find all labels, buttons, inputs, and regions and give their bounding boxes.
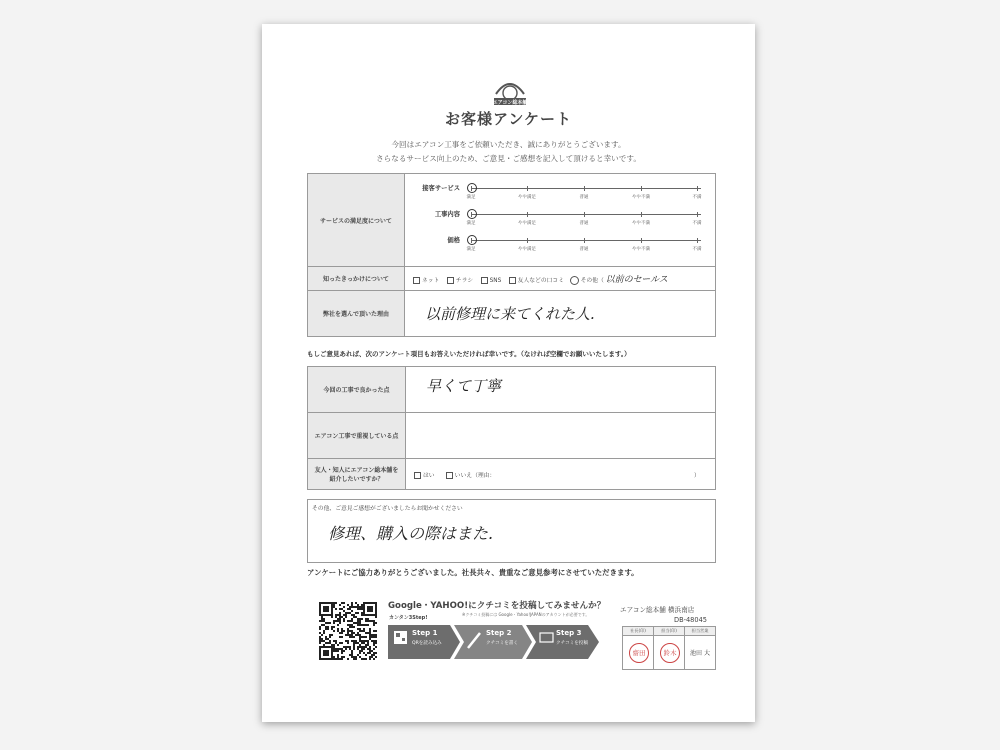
- source-option-net[interactable]: ネット: [413, 278, 439, 284]
- optional-note: もしご意見あれば、次のアンケート項目もお答えいただければ幸いです。（なければ空欄でお願いいたします。）: [307, 350, 631, 358]
- satisfaction-selected-mark: [467, 183, 477, 193]
- satisfaction-scale-line: [466, 240, 702, 252]
- store-name: エアコン総本舗 横浜南店: [620, 606, 695, 614]
- other-comments-answer: 修理、購入の際はまた.: [328, 524, 494, 543]
- seal-staff: 鈴木: [660, 643, 680, 663]
- source-other-handwritten: 以前のセールス: [605, 275, 668, 285]
- page-title: お客様アンケート: [444, 110, 573, 128]
- qr-code-icon[interactable]: [319, 602, 377, 660]
- satisfaction-scale-tick[interactable]: [527, 212, 528, 217]
- satisfaction-scale-tick[interactable]: [641, 186, 642, 191]
- stamp-header-sales: 担当営業: [685, 627, 716, 636]
- stamp-table: [622, 626, 716, 670]
- satisfaction-level-label: やや不満: [632, 221, 650, 226]
- satisfaction-level-label: 普通: [579, 247, 589, 252]
- source-option-other[interactable]: その他（: [570, 278, 604, 284]
- referral-yes[interactable]: はい: [414, 473, 435, 479]
- step-2-text: クチコミを書く: [486, 641, 518, 646]
- satisfaction-level-label: 普通: [579, 195, 589, 200]
- source-option-flyer[interactable]: チラシ: [447, 278, 473, 284]
- easy-steps-label: カンタン3Step!: [389, 615, 428, 621]
- step-3-title: Step 3: [556, 629, 582, 637]
- seal-president: 齋田: [629, 643, 649, 663]
- satisfaction-level-label: やや満足: [518, 221, 536, 226]
- satisfaction-scale-tick[interactable]: [697, 238, 698, 243]
- source-options: [405, 267, 716, 291]
- satisfaction-scale-name: 接客サービス: [422, 185, 460, 192]
- referral-no[interactable]: いいえ（理由：: [446, 473, 496, 479]
- satisfaction-level-label: 不満: [692, 247, 702, 252]
- satisfaction-level-label: 不満: [692, 195, 702, 200]
- satisfaction-label: サービスの満足度について: [308, 174, 405, 267]
- satisfaction-scale-tick[interactable]: [584, 186, 585, 191]
- brand-name: エアコン総本舗: [492, 100, 528, 106]
- satisfaction-level-label: 満足: [466, 195, 476, 200]
- satisfaction-scale-tick[interactable]: [697, 212, 698, 217]
- good-point-answer[interactable]: 早くて丁寧: [406, 367, 716, 413]
- stamp-header-president: 社長(印): [623, 627, 654, 636]
- intro-line-2: さらなるサービス向上のため、ご意見・ご感想を記入して頂けると幸いです。: [376, 154, 641, 163]
- referral-label: 友人・知人にエアコン総本舗を 紹介したいですか？: [308, 459, 406, 490]
- satisfaction-level-label: 満足: [466, 247, 476, 252]
- stamp-cell-staff: [654, 636, 685, 670]
- satisfaction-scale-line: [466, 188, 702, 200]
- satisfaction-cell: [405, 174, 716, 267]
- source-option-word-of-mouth[interactable]: 友人などの口コミ: [509, 278, 564, 284]
- google-yahoo-sub: ※クチコミ投稿には Google・Yahoo!JAPANのアカウントが必要です。: [462, 612, 590, 617]
- satisfaction-scale-name: 価格: [447, 237, 460, 244]
- referral-close-paren: ）: [693, 472, 700, 479]
- satisfaction-level-label: やや満足: [518, 247, 536, 252]
- step-3-text: クチコミを投稿: [556, 641, 588, 646]
- source-option-sns[interactable]: SNS: [481, 278, 502, 284]
- satisfaction-scale-tick[interactable]: [641, 212, 642, 217]
- satisfaction-selected-mark: [467, 209, 477, 219]
- satisfaction-scale-tick[interactable]: [527, 186, 528, 191]
- satisfaction-scale-row: [405, 237, 705, 270]
- stamp-header-staff: 担当(印): [654, 627, 685, 636]
- survey-sheet: [262, 24, 755, 722]
- other-comments-label: その他、ご意見ご感想がございましたらお聞かせください: [312, 506, 463, 512]
- priority-answer[interactable]: [406, 413, 716, 459]
- steps-banner: [388, 624, 600, 660]
- reason-answer[interactable]: 以前修理に来てくれた人.: [405, 291, 716, 337]
- stamp-cell-president: [623, 636, 654, 670]
- satisfaction-scale-tick[interactable]: [584, 212, 585, 217]
- satisfaction-level-label: 不満: [692, 221, 702, 226]
- satisfaction-scale-tick[interactable]: [641, 238, 642, 243]
- satisfaction-scale-name: 工事内容: [434, 211, 460, 218]
- sales-name: 池田 大: [685, 636, 716, 670]
- questionnaire-table: [307, 173, 716, 337]
- satisfaction-scale-tick[interactable]: [584, 238, 585, 243]
- other-comments-box[interactable]: [307, 499, 716, 563]
- optional-table: [307, 366, 716, 490]
- store-code: DB-48045: [674, 616, 707, 624]
- satisfaction-scale-tick[interactable]: [527, 238, 528, 243]
- good-point-label: 今回の工事で良かった点: [308, 367, 406, 413]
- thanks-message: アンケートにご協力ありがとうございました。社長共々、貴重なご意見参考にさせていただきます。: [307, 568, 639, 577]
- google-yahoo-line: Google・YAHOO!にクチコミを投稿してみませんか？: [388, 601, 606, 611]
- satisfaction-level-label: やや満足: [518, 195, 536, 200]
- satisfaction-scale-line: [466, 214, 702, 226]
- step-2-title: Step 2: [486, 629, 512, 637]
- satisfaction-selected-mark: [467, 235, 477, 245]
- step-1-text: QRを読み込み: [412, 641, 442, 646]
- reason-label: 弊社を選んで頂いた理由: [308, 291, 405, 337]
- satisfaction-level-label: 満足: [466, 221, 476, 226]
- priority-label: エアコン工事で重視している点: [308, 413, 406, 459]
- referral-options: [406, 459, 716, 490]
- satisfaction-scale-tick[interactable]: [697, 186, 698, 191]
- step-1-title: Step 1: [412, 629, 438, 637]
- intro-line-1: 今回はエアコン工事をご依頼いただき、誠にありがとうございます。: [391, 140, 626, 149]
- satisfaction-level-label: やや不満: [632, 247, 650, 252]
- source-label: 知ったきっかけについて: [308, 267, 405, 291]
- satisfaction-level-label: 普通: [579, 221, 589, 226]
- satisfaction-level-label: やや不満: [632, 195, 650, 200]
